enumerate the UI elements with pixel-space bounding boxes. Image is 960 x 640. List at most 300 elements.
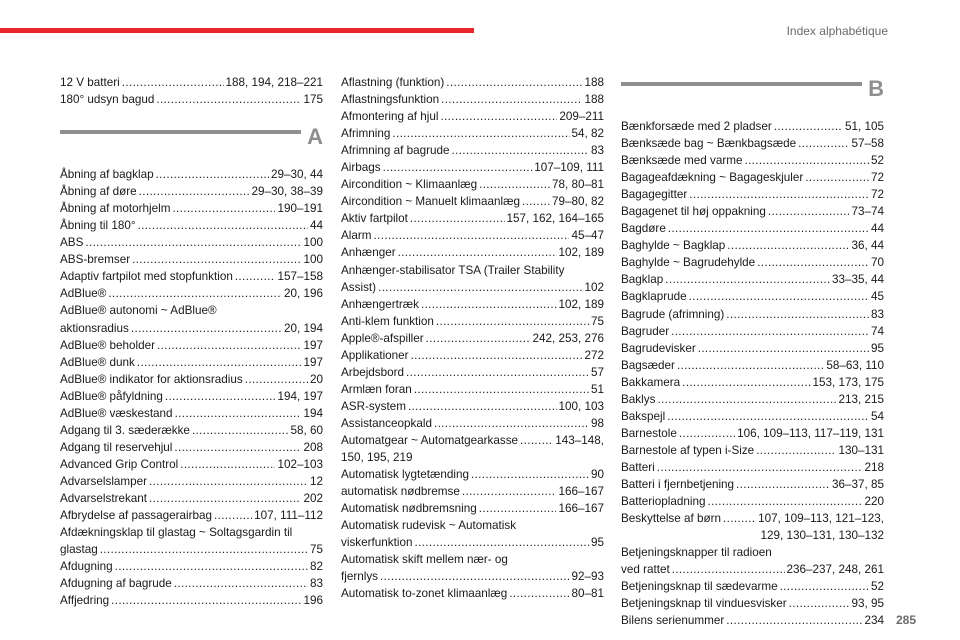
leader-dots <box>85 234 301 251</box>
entry-pages-continued: 150, 195, 219 <box>341 451 413 465</box>
index-entry <box>621 391 884 408</box>
leader-dots <box>668 220 869 237</box>
entry-row <box>621 323 884 340</box>
index-entry <box>621 510 884 544</box>
entry-pages: 100, 103 <box>558 399 604 413</box>
entry-row <box>341 466 604 483</box>
entry-pages: 52 <box>870 580 884 594</box>
leader-dots <box>757 254 869 271</box>
entry-pages: 75 <box>309 543 323 557</box>
index-entry <box>341 415 604 432</box>
entry-term: Åbning til 180° <box>60 219 136 233</box>
entry-term: Åbning af motorhjelm <box>60 202 171 216</box>
entry-row <box>621 169 884 186</box>
entry-term: Afdugning <box>60 560 113 574</box>
entry-pages: 79–80, 82 <box>552 195 604 209</box>
entry-term: AdBlue® beholder <box>60 338 156 352</box>
entry-row <box>60 217 323 234</box>
leader-dots <box>434 415 589 432</box>
entry-term: automatisk nødbremse <box>341 485 460 499</box>
entry-row <box>621 288 884 305</box>
entry-term: Apple®-afspiller <box>341 331 424 345</box>
entry-term: viskerfunktion <box>341 536 413 550</box>
index-entry <box>341 364 604 381</box>
entry-term: AdBlue® påfyldning <box>60 389 163 403</box>
entry-pages: 102, 189 <box>558 297 604 311</box>
index-entry <box>621 220 884 237</box>
index-entry <box>341 142 604 159</box>
entry-pages-continued: 129, 130–131, 130–132 <box>760 529 884 543</box>
entry-term: Afbrydelse af passagerairbag <box>60 509 213 523</box>
index-entry <box>60 558 323 575</box>
entry-term: Bænksæde med varme <box>621 154 743 168</box>
entry-row <box>60 251 323 268</box>
entry-pages: 153, 173, 175 <box>812 375 884 389</box>
entry-pages: 102 <box>584 280 604 294</box>
entry-term: Aircondition ~ Manuelt klimaanlæg <box>341 195 520 209</box>
leader-dots <box>657 459 863 476</box>
entry-term: AdBlue® dunk <box>60 355 135 369</box>
entry-term: Batteri <box>621 460 655 474</box>
index-entry <box>341 108 604 125</box>
entry-pages: 102–103 <box>277 457 323 471</box>
leader-dots <box>138 217 308 234</box>
index-entry <box>341 517 604 551</box>
entry-pages: 188 <box>584 76 604 89</box>
leader-dots <box>462 483 557 500</box>
entry-row <box>621 186 884 203</box>
index-entry <box>621 425 884 442</box>
index-entry <box>341 193 604 210</box>
entry-pages: 188, 194, 218–221 <box>225 76 323 89</box>
entry-pages: 20, 194 <box>284 321 323 335</box>
entry-term: Bakkamera <box>621 375 681 389</box>
entry-row <box>60 490 323 507</box>
leader-dots <box>378 279 582 296</box>
entry-term: Beskyttelse af børn <box>621 512 722 526</box>
entry-row <box>60 74 323 91</box>
entry-term-prefix: Betjeningsknapper til radioen <box>621 546 772 560</box>
entry-pages: 107, 109–113, 121–123, <box>758 512 884 526</box>
entry-term: Barnestole <box>621 426 677 440</box>
index-entry <box>621 152 884 169</box>
index-entry <box>341 585 604 602</box>
entry-row <box>60 234 323 251</box>
entry-pages: 83 <box>309 577 323 591</box>
entry-pages: 70 <box>870 256 884 270</box>
entry-row <box>60 320 323 337</box>
entry-term: ABS <box>60 236 84 250</box>
index-entry <box>60 183 323 200</box>
entry-row <box>60 285 323 302</box>
entry-pages: 78, 80–81 <box>552 178 604 192</box>
entry-row <box>621 237 884 254</box>
index-entry <box>341 244 604 261</box>
entry-pages: 194, 197 <box>277 389 323 403</box>
entry-term: Automatisk to-zonet klimaanlæg <box>341 587 508 601</box>
entry-term: Armlæn foran <box>341 382 412 396</box>
leader-dots <box>471 466 589 483</box>
index-entry <box>341 91 604 108</box>
entry-term: AdBlue® <box>60 287 107 301</box>
leader-dots <box>245 371 308 388</box>
leader-dots <box>789 595 850 612</box>
index-entry <box>341 296 604 313</box>
entry-row <box>60 575 323 592</box>
leader-dots <box>522 193 550 210</box>
index-entry <box>60 371 323 388</box>
entry-row <box>60 473 323 490</box>
entry-term: Adgang til reservehjul <box>60 440 173 454</box>
entry-pages: 93, 95 <box>851 597 884 611</box>
index-entry <box>621 340 884 357</box>
entry-pages: 54, 82 <box>571 127 604 141</box>
entry-term: Assistanceopkald <box>341 416 432 430</box>
entry-term: fjernlys <box>341 570 379 584</box>
entry-row <box>621 612 884 629</box>
section-rule <box>60 130 301 134</box>
entry-pages: 157–158 <box>277 270 323 284</box>
entry-pages: 90 <box>590 468 604 482</box>
entry-pages: 44 <box>309 219 323 233</box>
leader-dots <box>736 476 830 493</box>
entry-row <box>621 340 884 357</box>
entry-pages: 45–47 <box>571 229 604 243</box>
entry-term-prefix: AdBlue® autonomi ~ AdBlue® <box>60 304 217 318</box>
entry-pages: 157, 162, 164–165 <box>506 212 604 226</box>
entry-pages: 242, 253, 276 <box>532 331 604 345</box>
entry-row <box>60 456 323 473</box>
section-letter: A <box>307 124 323 150</box>
leader-dots <box>175 405 302 422</box>
entry-row <box>341 176 604 193</box>
entry-pages: 58–63, 110 <box>826 358 884 372</box>
entry-row <box>621 578 884 595</box>
leader-dots <box>174 575 308 592</box>
index-entry <box>621 135 884 152</box>
entry-pages: 100 <box>303 236 323 250</box>
leader-dots <box>780 578 869 595</box>
leader-dots <box>441 91 582 108</box>
entry-row <box>60 166 323 183</box>
entry-row <box>621 254 884 271</box>
entry-pages: 95 <box>870 341 884 355</box>
entry-row <box>341 483 604 500</box>
index-entry <box>621 476 884 493</box>
entry-pages: 92–93 <box>571 570 604 584</box>
entry-row <box>60 200 323 217</box>
leader-dots <box>452 142 589 159</box>
leader-dots <box>426 330 531 347</box>
entry-pages: 220 <box>864 495 884 509</box>
entry-term: aktionsradius <box>60 321 129 335</box>
index-entry <box>621 254 884 271</box>
entry-term: Affjedring <box>60 594 110 608</box>
section-header-a <box>60 122 323 162</box>
index-entry <box>621 374 884 391</box>
leader-dots <box>479 176 550 193</box>
index-entry <box>621 357 884 374</box>
entry-row <box>621 271 884 288</box>
section-letter: B <box>868 76 884 101</box>
entry-term: Anti-klem funktion <box>341 314 434 328</box>
entry-term: Baghylde ~ Bagklap <box>621 239 726 253</box>
leader-dots <box>235 268 276 285</box>
entry-pages: 95 <box>590 536 604 550</box>
entry-pages: 143–148, <box>555 433 604 447</box>
entry-row <box>341 108 604 125</box>
entry-term: Afrimning af bagrude <box>341 144 450 158</box>
entry-pages: 83 <box>590 144 604 158</box>
entry-term: Bænksæde bag ~ Bænkbagsæde <box>621 137 797 151</box>
index-entry <box>60 388 323 405</box>
entry-pages: 72 <box>870 188 884 202</box>
entry-row <box>621 152 884 169</box>
entry-row <box>60 371 323 388</box>
index-entry <box>60 422 323 439</box>
index-column-3 <box>621 74 884 629</box>
leader-dots <box>774 118 843 135</box>
entry-term: Bagageafdækning ~ Bagageskjuler <box>621 171 804 185</box>
leader-dots <box>479 500 557 517</box>
leader-dots <box>408 398 557 415</box>
index-entry <box>341 381 604 398</box>
leader-dots <box>726 306 869 323</box>
leader-dots <box>374 227 570 244</box>
entry-pages: 98 <box>590 416 604 430</box>
entry-row <box>60 405 323 422</box>
index-entry <box>341 227 604 244</box>
entry-row <box>341 159 604 176</box>
entry-term: Bagagegitter <box>621 188 688 202</box>
leader-dots <box>446 74 582 91</box>
entry-term: ved rattet <box>621 563 670 577</box>
entry-term: Bagklaprude <box>621 290 687 304</box>
index-entry <box>60 575 323 592</box>
index-entry <box>60 592 323 609</box>
index-entry <box>621 595 884 612</box>
leader-dots <box>111 592 301 609</box>
index-column-2 <box>341 74 604 602</box>
index-entry <box>621 612 884 629</box>
entry-pages: 72 <box>870 171 884 185</box>
entry-term: Betjeningsknap til vinduesvisker <box>621 597 787 611</box>
entry-term: Advarselstrekant <box>60 491 148 505</box>
leader-dots <box>410 210 505 227</box>
index-entry <box>341 500 604 517</box>
leader-dots <box>115 558 308 575</box>
leader-dots <box>689 288 869 305</box>
index-entry <box>621 271 884 288</box>
index-entry <box>621 237 884 254</box>
entry-term: glastag <box>60 543 98 557</box>
entry-term: Bakspejl <box>621 409 666 423</box>
leader-dots <box>672 561 785 578</box>
leader-dots <box>383 159 533 176</box>
leader-dots <box>509 585 569 602</box>
leader-dots <box>667 408 869 425</box>
index-entry <box>60 91 323 108</box>
entry-row <box>60 91 323 108</box>
index-entry <box>621 408 884 425</box>
section-header-b <box>621 74 884 114</box>
entry-term: Automatisk lygtetænding <box>341 468 469 482</box>
entry-term: Arbejdsbord <box>341 365 405 379</box>
entry-pages: 33–35, 44 <box>832 273 884 287</box>
entry-pages: 166–167 <box>558 485 604 499</box>
leader-dots <box>398 244 557 261</box>
entry-row <box>621 408 884 425</box>
entry-row <box>341 227 604 244</box>
leader-dots <box>436 313 589 330</box>
index-entry <box>60 251 323 268</box>
entry-row <box>341 244 604 261</box>
leader-dots <box>727 237 849 254</box>
index-entry <box>341 210 604 227</box>
entry-pages: 73–74 <box>851 205 884 219</box>
page-number: 285 <box>895 613 916 627</box>
entry-term-prefix: Anhænger-stabilisator TSA (Trailer Stability <box>341 263 565 277</box>
entry-pages: 190–191 <box>277 202 323 216</box>
index-entry <box>621 493 884 510</box>
entry-term: Bagrudevisker <box>621 341 696 355</box>
entry-row <box>341 415 604 432</box>
leader-dots <box>214 507 252 524</box>
leader-dots <box>744 152 869 169</box>
leader-dots <box>122 74 224 91</box>
leader-dots <box>723 510 756 527</box>
entry-term: Bagdøre <box>621 222 666 236</box>
leader-dots <box>657 391 836 408</box>
entry-row <box>621 374 884 391</box>
index-entry <box>60 285 323 302</box>
entry-pages: 74 <box>870 324 884 338</box>
leader-dots <box>180 456 275 473</box>
entry-row <box>60 558 323 575</box>
index-entry <box>341 74 604 91</box>
entry-pages: 75 <box>590 314 604 328</box>
entry-row <box>621 595 884 612</box>
entry-term: Barnestole af typen i-Size <box>621 443 755 457</box>
entry-term: Adaptiv fartpilot med stopfunktion <box>60 270 233 284</box>
index-entry <box>621 288 884 305</box>
leader-dots <box>689 186 869 203</box>
index-entry <box>60 354 323 371</box>
entry-pages: 82 <box>309 560 323 574</box>
leader-dots <box>677 357 824 374</box>
leader-dots <box>698 340 869 357</box>
entry-pages: 194 <box>303 406 323 420</box>
index-entry <box>341 483 604 500</box>
entry-pages: 20 <box>309 372 323 386</box>
leader-dots <box>137 354 302 371</box>
leader-dots <box>679 425 735 442</box>
index-entry <box>341 398 604 415</box>
entry-term: Aflastning (funktion) <box>341 76 445 89</box>
index-entry <box>60 507 323 524</box>
leader-dots <box>149 490 301 507</box>
index-entry <box>341 176 604 193</box>
entry-term: Betjeningsknap til sædevarme <box>621 580 778 594</box>
leader-dots <box>707 493 862 510</box>
entry-term: Bilens serienummer <box>621 614 725 628</box>
index-entry <box>60 490 323 507</box>
entry-pages: 197 <box>303 355 323 369</box>
entry-row <box>341 347 604 364</box>
entry-pages: 29–30, 44 <box>271 168 323 182</box>
entry-term: 12 V batteri <box>60 76 120 89</box>
header-accent-bar <box>0 28 474 33</box>
entry-pages: 51 <box>590 382 604 396</box>
leader-dots <box>100 541 308 558</box>
leader-dots <box>756 442 836 459</box>
entry-term: Åbning af døre <box>60 185 137 199</box>
leader-dots <box>174 439 301 456</box>
index-entry <box>60 473 323 490</box>
index-column-1 <box>60 74 323 609</box>
index-entry <box>60 200 323 217</box>
entry-row <box>341 142 604 159</box>
entry-pages: 36–37, 85 <box>832 477 884 491</box>
entry-row <box>341 585 604 602</box>
entry-term: Afrimning <box>341 127 391 141</box>
entry-row <box>621 306 884 323</box>
leader-dots <box>406 364 589 381</box>
entry-row <box>60 541 323 558</box>
index-entry <box>621 459 884 476</box>
entry-pages: 52 <box>870 154 884 168</box>
index-entry <box>621 186 884 203</box>
entry-pages: 83 <box>870 307 884 321</box>
leader-dots <box>411 347 583 364</box>
index-entry <box>60 456 323 473</box>
index-list-numeric <box>60 74 323 108</box>
entry-row <box>341 398 604 415</box>
entry-pages: 36, 44 <box>851 239 884 253</box>
entry-row <box>621 459 884 476</box>
index-entry <box>341 466 604 483</box>
entry-term: Anhænger <box>341 246 396 260</box>
entry-row <box>621 561 884 578</box>
index-entry <box>621 306 884 323</box>
entry-pages: 166–167 <box>558 502 604 516</box>
entry-pages: 208 <box>303 440 323 454</box>
entry-term: Advanced Grip Control <box>60 457 179 471</box>
entry-term: Afmontering af hjul <box>341 110 439 124</box>
index-entry <box>60 302 323 336</box>
entry-term: 180° udsyn bagud <box>60 93 155 107</box>
entry-row <box>60 337 323 354</box>
leader-dots <box>156 166 269 183</box>
leader-dots <box>798 135 849 152</box>
entry-term: Bagrude (afrimning) <box>621 307 725 321</box>
entry-term: Applikationer <box>341 348 409 362</box>
entry-row <box>60 388 323 405</box>
entry-pages: 175 <box>303 93 323 107</box>
entry-pages: 45 <box>870 290 884 304</box>
entry-row <box>621 391 884 408</box>
entry-term: Bænkforsæde med 2 pladser <box>621 120 772 133</box>
entry-row <box>341 296 604 313</box>
entry-pages: 202 <box>303 491 323 505</box>
entry-pages: 272 <box>584 348 604 362</box>
entry-term-prefix: Afdækningsklap til glastag ~ Soltagsgardin til <box>60 526 293 540</box>
entry-row <box>341 534 604 551</box>
entry-pages: 51, 105 <box>845 120 884 133</box>
leader-dots <box>665 271 830 288</box>
entry-pages: 106, 109–113, 117–119, 131 <box>737 426 884 440</box>
index-entry <box>60 337 323 354</box>
